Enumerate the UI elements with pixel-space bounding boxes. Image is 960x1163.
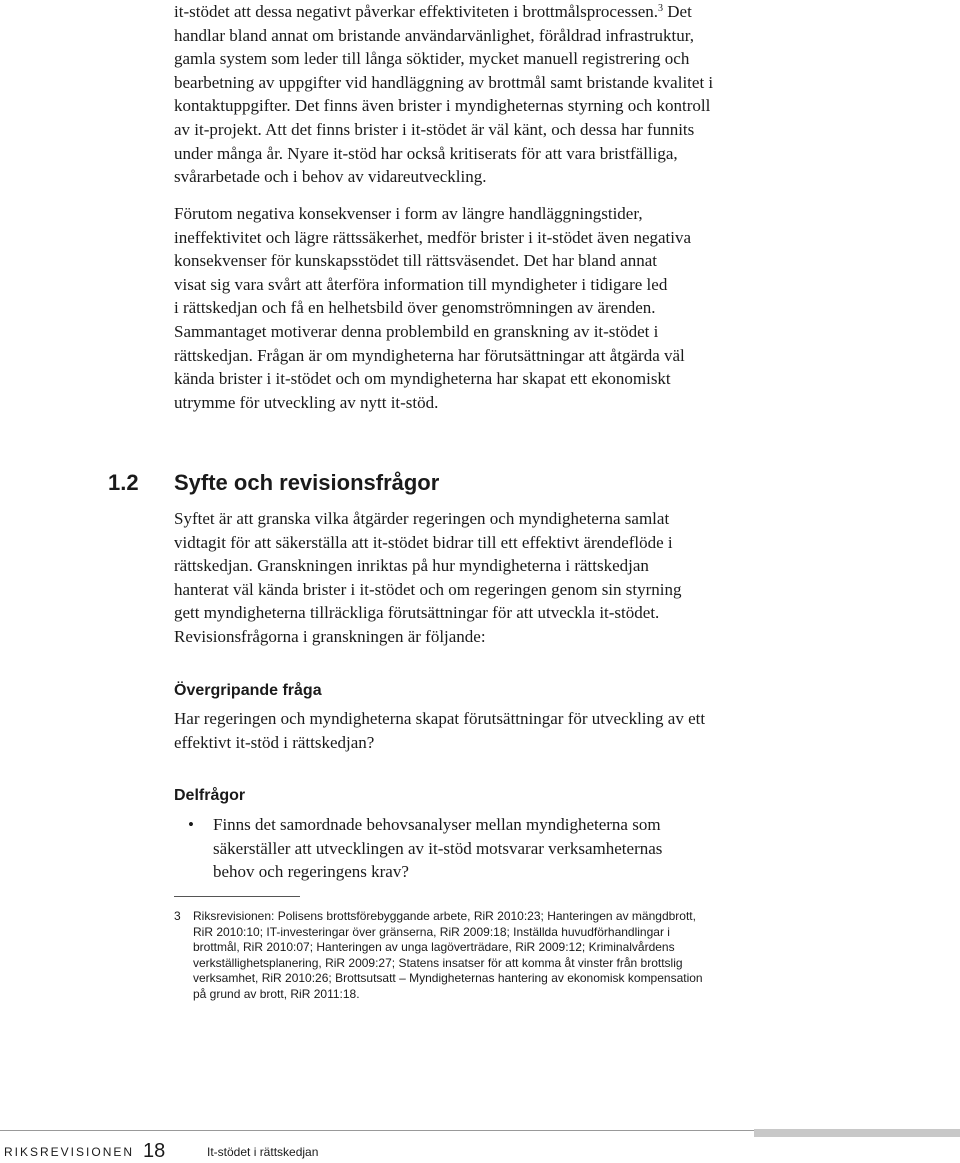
footer-organization: RIKSREVISIONEN bbox=[4, 1145, 135, 1159]
footnote-number: 3 bbox=[174, 909, 181, 923]
section-line-6: Revisionsfrågorna i granskningen är följande: bbox=[174, 626, 486, 646]
footer-document-title: It-stödet i rättskedjan bbox=[207, 1145, 319, 1159]
footnote-line-6: på grund av brott, RiR 2011:18. bbox=[193, 986, 360, 1001]
list-item-line-1: Finns det samordnade behovsanalyser mellan myndigheterna som bbox=[213, 815, 661, 834]
section-line-3: rättskedjan. Granskningen inriktas på hur myndigheterna i rättskedjan bbox=[174, 556, 649, 576]
intro-line-3: gamla system som leder till långa söktider, mycket manuell registrering och bbox=[174, 49, 690, 69]
main-question-text bbox=[174, 707, 754, 754]
second-line-3: konsekvenser för kunskapsstödet till rättsväsendet. Det har bland annat bbox=[174, 251, 657, 271]
second-line-4: visat sig vara svårt att återföra information till myndigheter i tidigare led bbox=[174, 274, 668, 294]
list-item-text bbox=[213, 813, 753, 884]
sub-questions-heading: Delfrågor bbox=[174, 787, 246, 804]
second-line-6: Sammantaget motiverar denna problembild en granskning av it-stödet i bbox=[174, 321, 659, 341]
intro-line-2: handlar bland annat om bristande användarvänlighet, föråldrad infrastruktur, bbox=[174, 25, 694, 45]
section-number: 1.2 bbox=[108, 470, 139, 495]
list-item-line-2: säkerställer att utvecklingen av it-stöd motsvarar verksamheternas bbox=[213, 838, 663, 858]
footnote-text bbox=[193, 909, 753, 1003]
main-question-heading: Övergripande fråga bbox=[174, 682, 322, 699]
second-line-1: Förutom negativa konsekvenser i form av längre handläggningstider, bbox=[174, 204, 643, 223]
bullet-marker: • bbox=[188, 815, 194, 834]
section-title: Syfte och revisionsfrågor bbox=[174, 470, 440, 495]
footnote-line-5: verksamhet, RiR 2010:26; Brottsutsatt – Myndigheternas hantering av ekonomisk kompensation bbox=[193, 971, 703, 986]
intro-line-1: it-stödet att dessa negativt påverkar effektiviteten i brottmålsprocessen.$^3$ Det bbox=[174, 2, 692, 21]
intro-line-4: bearbetning av uppgifter vid handläggning av brottmål samt bristande kvalitet i bbox=[174, 72, 714, 92]
footer-accent-bar bbox=[754, 1129, 960, 1137]
main-question-line-1: Har regeringen och myndigheterna skapat förutsättningar för utveckling av ett bbox=[174, 709, 706, 728]
section-line-4: hanterat väl kända brister i it-stödet och om regeringen genom sin styrning bbox=[174, 579, 682, 599]
intro-paragraph bbox=[174, 0, 754, 189]
intro-line-6: av it-projekt. Att det finns brister i it-stödet är väl känt, och dessa har funnits bbox=[174, 119, 695, 139]
section-paragraph bbox=[174, 507, 754, 649]
intro-line-8: svårarbetade och i behov av vidareutveckling. bbox=[174, 167, 487, 187]
second-paragraph bbox=[174, 202, 754, 414]
page-number: 18 bbox=[143, 1140, 166, 1162]
footnote-line-1: Riksrevisionen: Polisens brottsförebyggande arbete, RiR 2010:23; Hanteringen av mängdbrott, bbox=[193, 909, 696, 923]
section-line-1: Syftet är att granska vilka åtgärder regeringen och myndigheterna samlat bbox=[174, 509, 670, 528]
intro-line-5: kontaktuppgifter. Det finns även brister i myndigheternas styrning och kontroll bbox=[174, 96, 711, 116]
footnote-line-3: brottmål, RiR 2010:07; Hanteringen av unga lagöverträdare, RiR 2009:12; Kriminalvårdens bbox=[193, 940, 675, 955]
second-line-2: ineffektivitet och lägre rättssäkerhet, medför brister i it-stödet även negativa bbox=[174, 227, 692, 247]
second-line-9: utrymme för utveckling av nytt it-stöd. bbox=[174, 392, 439, 412]
footnote-line-4: verkställighetsplanering, RiR 2009:27; Statens insatser för att komma åt vinster från brottslig bbox=[193, 955, 683, 970]
footnote-reference[interactable]: 3 bbox=[658, 3, 664, 14]
second-line-7: rättskedjan. Frågan är om myndigheterna har förutsättningar att åtgärda väl bbox=[174, 345, 685, 365]
section-line-5: gett myndigheterna tillräckliga förutsättningar för att utveckla it-stödet. bbox=[174, 603, 660, 623]
main-question-line-2: effektivt it-stöd i rättskedjan? bbox=[174, 732, 375, 752]
second-line-5: i rättskedjan och få en helhetsbild över genomströmningen av ärenden. bbox=[174, 298, 656, 318]
footnote-divider bbox=[174, 896, 300, 897]
list-item-line-3: behov och regeringens krav? bbox=[213, 862, 409, 882]
second-line-8: kända brister i it-stödet och om myndigheterna har skapat ett ekonomiskt bbox=[174, 369, 671, 389]
section-line-2: vidtagit för att säkerställa att it-stödet bidrar till ett effektivt ärendeflöde i bbox=[174, 532, 673, 552]
intro-line-7: under många år. Nyare it-stöd har också kritiserats för att vara bristfälliga, bbox=[174, 143, 678, 163]
footnote-line-2: RiR 2010:10; IT-investeringar över gränserna, RiR 2009:18; Inställda huvudförhandlingar i bbox=[193, 924, 670, 939]
